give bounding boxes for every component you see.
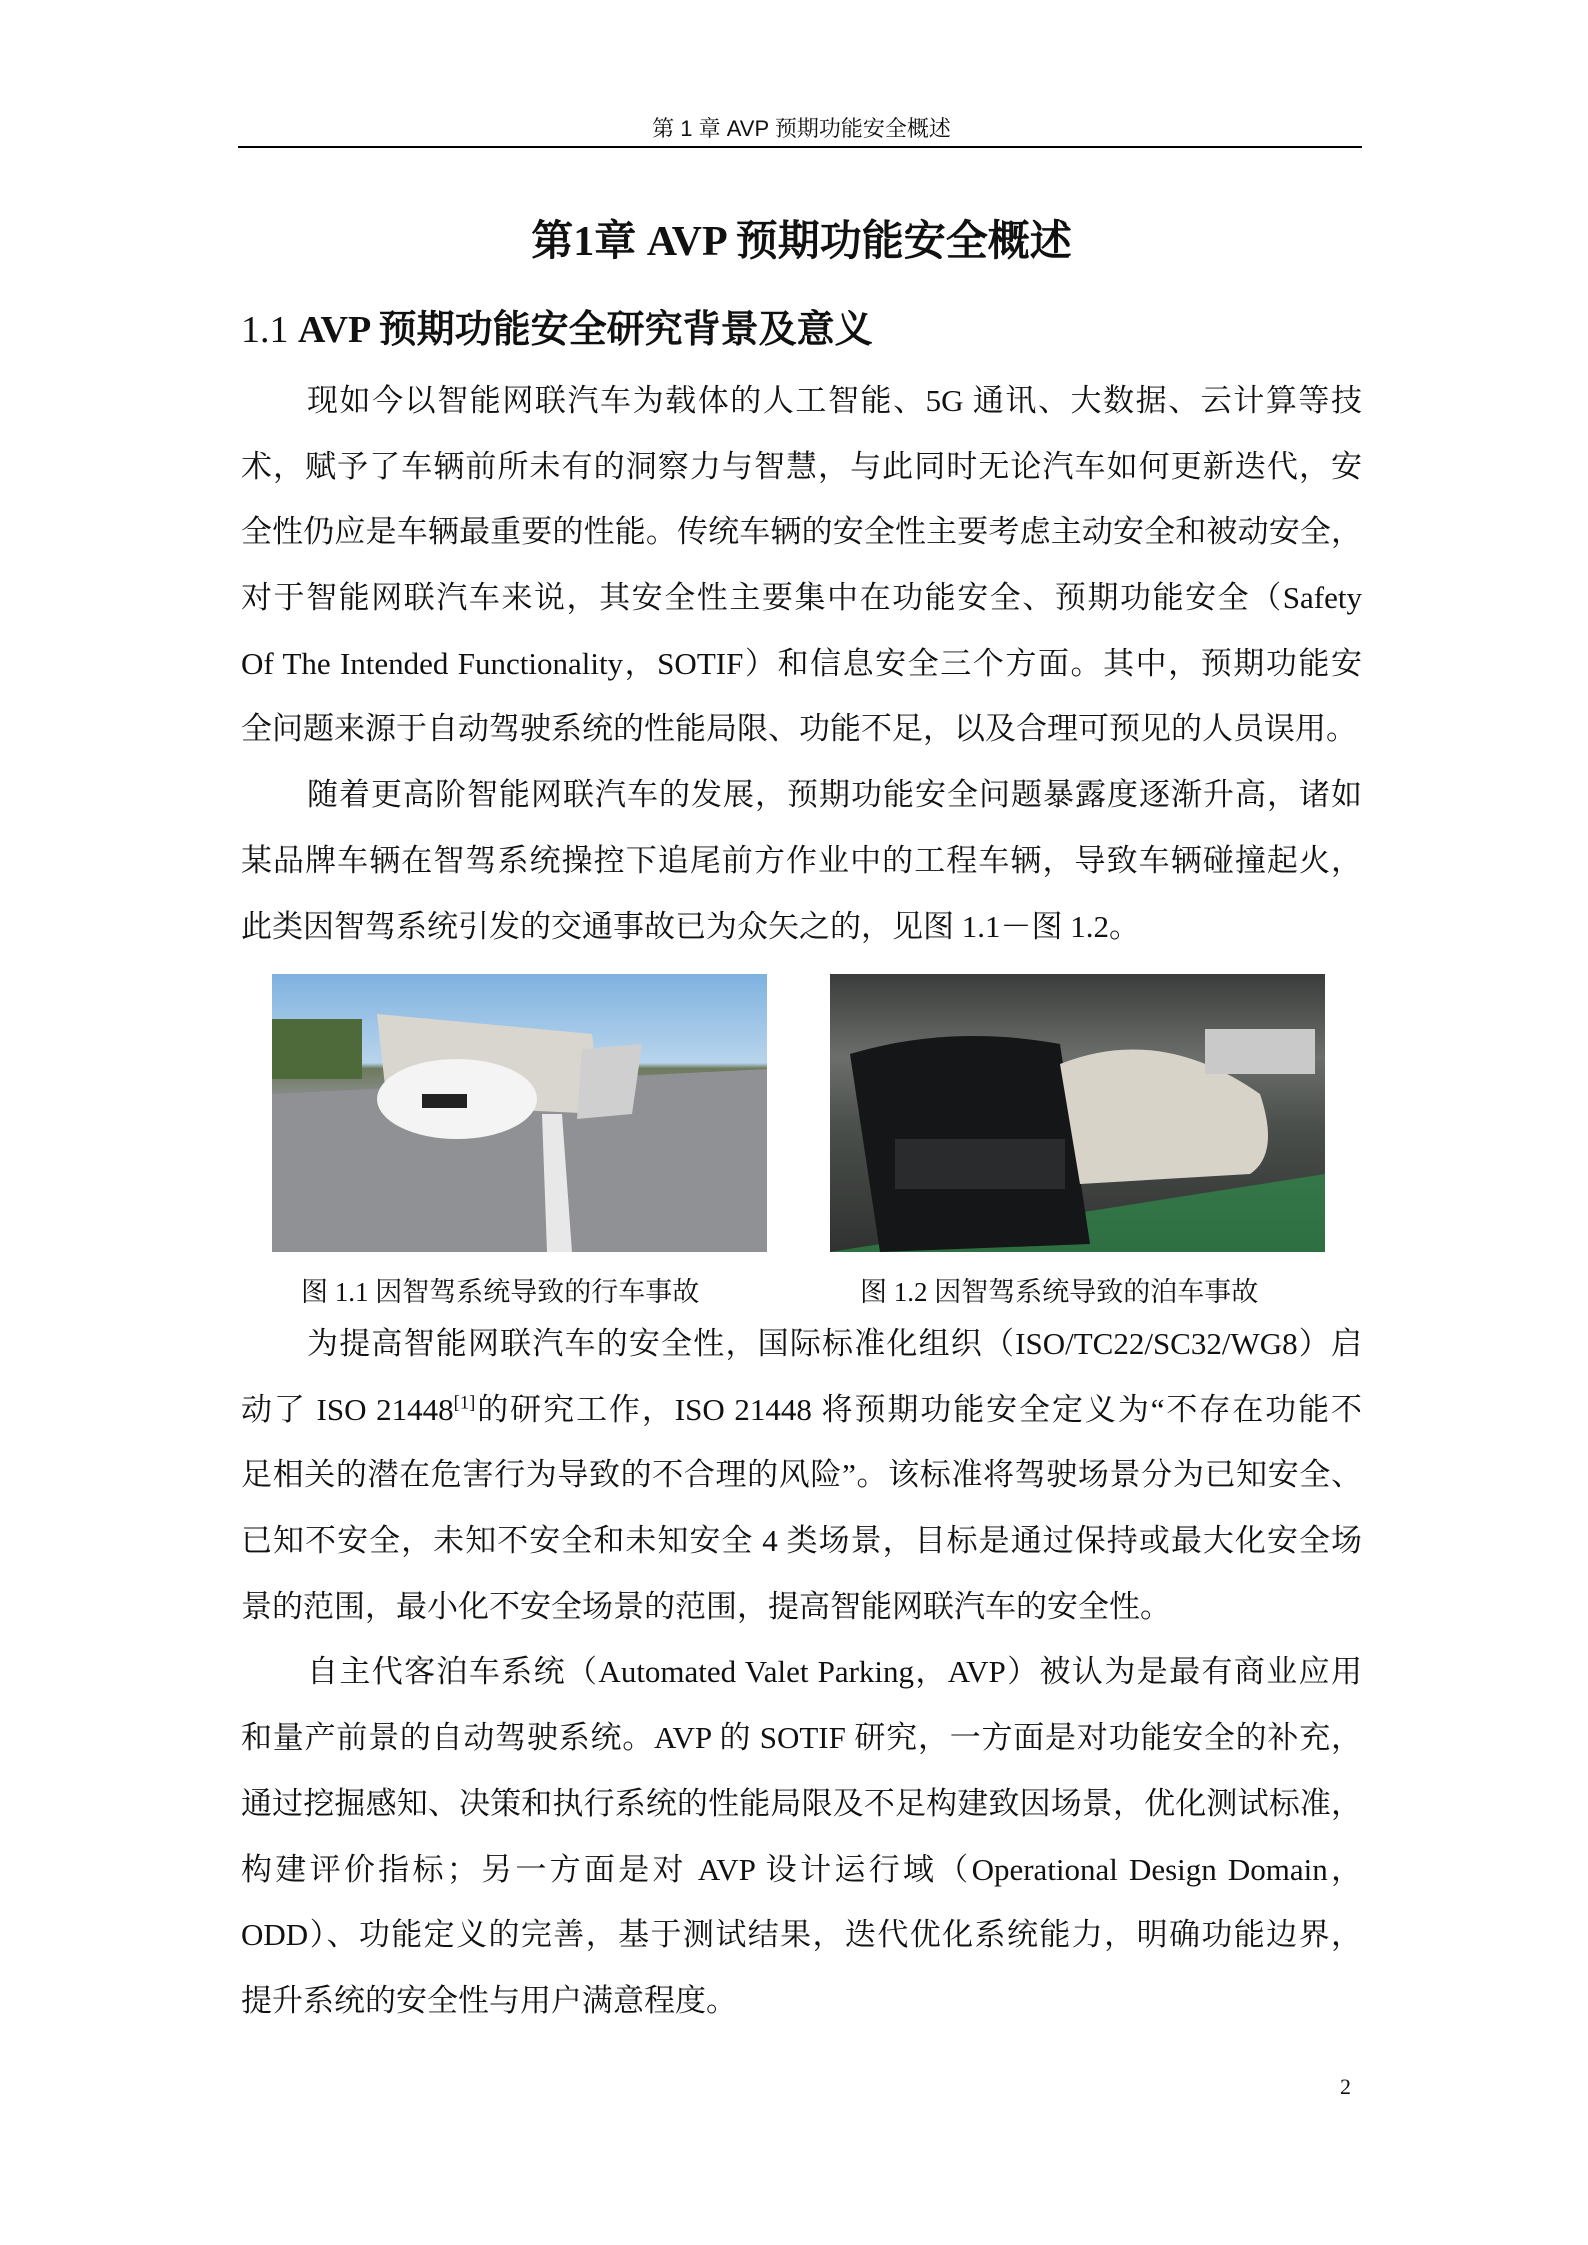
text-line: Of The Intended Functionality，SOTIF）和信息安全三个方面。其中，预期功能安 — [241, 645, 1362, 681]
body-paragraphs-2 — [241, 1311, 1362, 2034]
text-fragment: 的研究工作，ISO 21448 将预期功能安全定义为“不存在功能不 — [475, 1391, 1363, 1427]
text-line: 通过挖掘感知、决策和执行系统的性能局限及不足构建致因场景，优化测试标准， — [241, 1785, 1362, 1821]
figure-caption: 图 1.2 因智驾系统导致的泊车事故 — [860, 1277, 1259, 1307]
crash-scene-illustration — [272, 974, 767, 1252]
figure-parking-accident-photo — [830, 974, 1325, 1252]
text-line: 术，赋予了车辆前所未有的洞察力与智慧，与此同时无论汽车如何更新迭代，安 — [241, 448, 1362, 484]
text-line: 已知不安全，未知不安全和未知安全 4 类场景，目标是通过保持或最大化安全场 — [241, 1523, 1362, 1559]
text-line: 提升系统的安全性与用户满意程度。 — [241, 1982, 737, 2018]
text-line: 此类因智驾系统引发的交通事故已为众矢之的，见图 1.1－图 1.2。 — [241, 908, 1140, 944]
text-line: 全性仍应是车辆最重要的性能。传统车辆的安全性主要考虑主动安全和被动安全， — [241, 514, 1362, 550]
text-line: 足相关的潜在危害行为导致的不合理的风险”。该标准将驾驶场景分为已知安全、 — [241, 1457, 1362, 1493]
text-line: 现如今以智能网联汽车为载体的人工智能、5G 通讯、大数据、云计算等技 — [307, 383, 1362, 418]
section-title-text: 预期功能安全研究背景及意义 — [369, 309, 873, 351]
text-line: 随着更高阶智能网联汽车的发展，预期功能安全问题暴露度逐渐升高，诸如 — [307, 777, 1362, 813]
header-rule — [238, 146, 1362, 148]
body-paragraphs-1 — [241, 368, 1362, 959]
text-fragment: 动了 ISO 21448 — [241, 1391, 454, 1427]
section-title-bold: AVP — [298, 309, 370, 351]
text-line: 构建评价指标；另一方面是对 AVP 设计运行域（Operational Design Domain， — [241, 1851, 1362, 1887]
text-line: 和量产前景的自动驾驶系统。AVP 的 SOTIF 研究，一方面是对功能安全的补充， — [241, 1720, 1362, 1756]
section-number: 1.1 — [241, 309, 289, 351]
parking-scene-illustration — [830, 974, 1325, 1252]
text-line — [241, 1377, 1362, 1443]
page-number: 2 — [1340, 2074, 1351, 2099]
text-line: ODD）、功能定义的完善，基于测试结果，迭代优化系统能力，明确功能边界， — [241, 1917, 1362, 1953]
running-header: 第 1 章 AVP 预期功能安全概述 — [652, 116, 951, 141]
text-line: 某品牌车辆在智驾系统操控下追尾前方作业中的工程车辆，导致车辆碰撞起火， — [241, 842, 1362, 878]
text-line: 自主代客泊车系统（Automated Valet Parking，AVP）被认为是最有商业应用 — [307, 1654, 1362, 1690]
text-line: 景的范围，最小化不安全场景的范围，提高智能网联汽车的安全性。 — [241, 1588, 1171, 1624]
text-line: 对于智能网联汽车来说，其安全性主要集中在功能安全、预期功能安全（Safety — [241, 580, 1362, 616]
text-line: 全问题来源于自动驾驶系统的性能局限、功能不足，以及合理可预见的人员误用。 — [241, 711, 1357, 747]
section-title — [241, 298, 873, 353]
chapter-title: 第1章 AVP 预期功能安全概述 — [531, 219, 1072, 265]
text-line: 为提高智能网联汽车的安全性，国际标准化组织（ISO/TC22/SC32/WG8）启 — [307, 1326, 1362, 1361]
figure-driving-accident-photo — [272, 974, 767, 1252]
figure-caption: 图 1.1 因智驾系统导致的行车事故 — [301, 1277, 700, 1307]
citation-link[interactable]: [1] — [453, 1392, 476, 1414]
